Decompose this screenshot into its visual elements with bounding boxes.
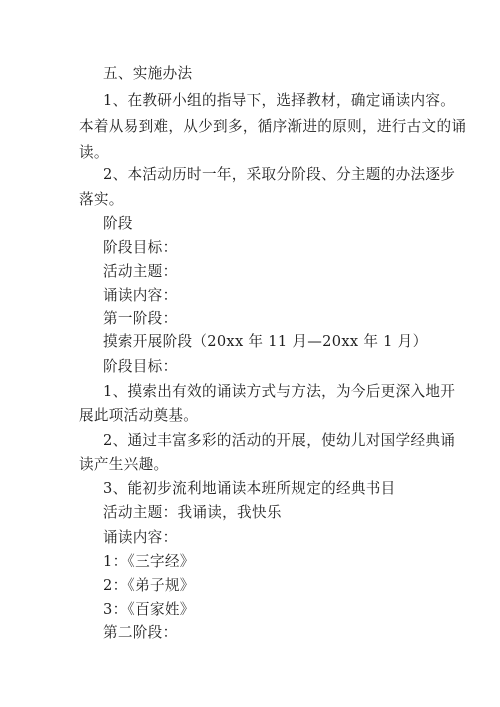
stage-label: 阶段 [103,215,133,232]
paragraph-line: 1、在教研小组的指导下，选择教材，确定诵读内容。 [103,92,456,109]
paragraph-line: 1、摸索出有效的诵读方式与方法，为今后更深入地开 [103,383,456,400]
field-line: 活动主题：我诵读，我快乐 [103,504,282,521]
paragraph-line: 本着从易到难，从少到多，循序渐进的原则，进行古文的诵 [79,118,467,135]
paragraph-line: 2、本活动历时一年，采取分阶段、分主题的办法逐步 [103,166,456,183]
paragraph-line: 读产生兴趣。 [79,456,169,473]
list-item: 1：《三字经》 [103,553,195,570]
stage-subheading: 摸索开展阶段（20xx 年 11 月—20xx 年 1 月） [103,333,428,350]
field-label: 诵读内容： [103,529,178,546]
list-item: 2：《弟子规》 [103,577,195,594]
stage-heading: 第二阶段： [103,624,178,641]
field-label: 阶段目标： [103,358,178,375]
field-label: 阶段目标： [103,239,178,256]
field-label: 诵读内容： [103,287,178,304]
stage-heading: 第一阶段： [103,310,178,327]
field-label: 活动主题： [103,263,178,280]
paragraph-line: 2、通过丰富多彩的活动的开展，使幼儿对国学经典诵 [103,432,456,449]
paragraph-line: 展此项活动奠基。 [79,407,199,424]
list-item: 3：《百家姓》 [103,601,195,618]
paragraph-line: 读。 [79,144,109,161]
section-heading: 五、实施办法 [103,65,193,82]
paragraph-line: 落实。 [79,191,124,208]
paragraph-line: 3、能初步流利地诵读本班所规定的经典书目 [103,480,396,497]
